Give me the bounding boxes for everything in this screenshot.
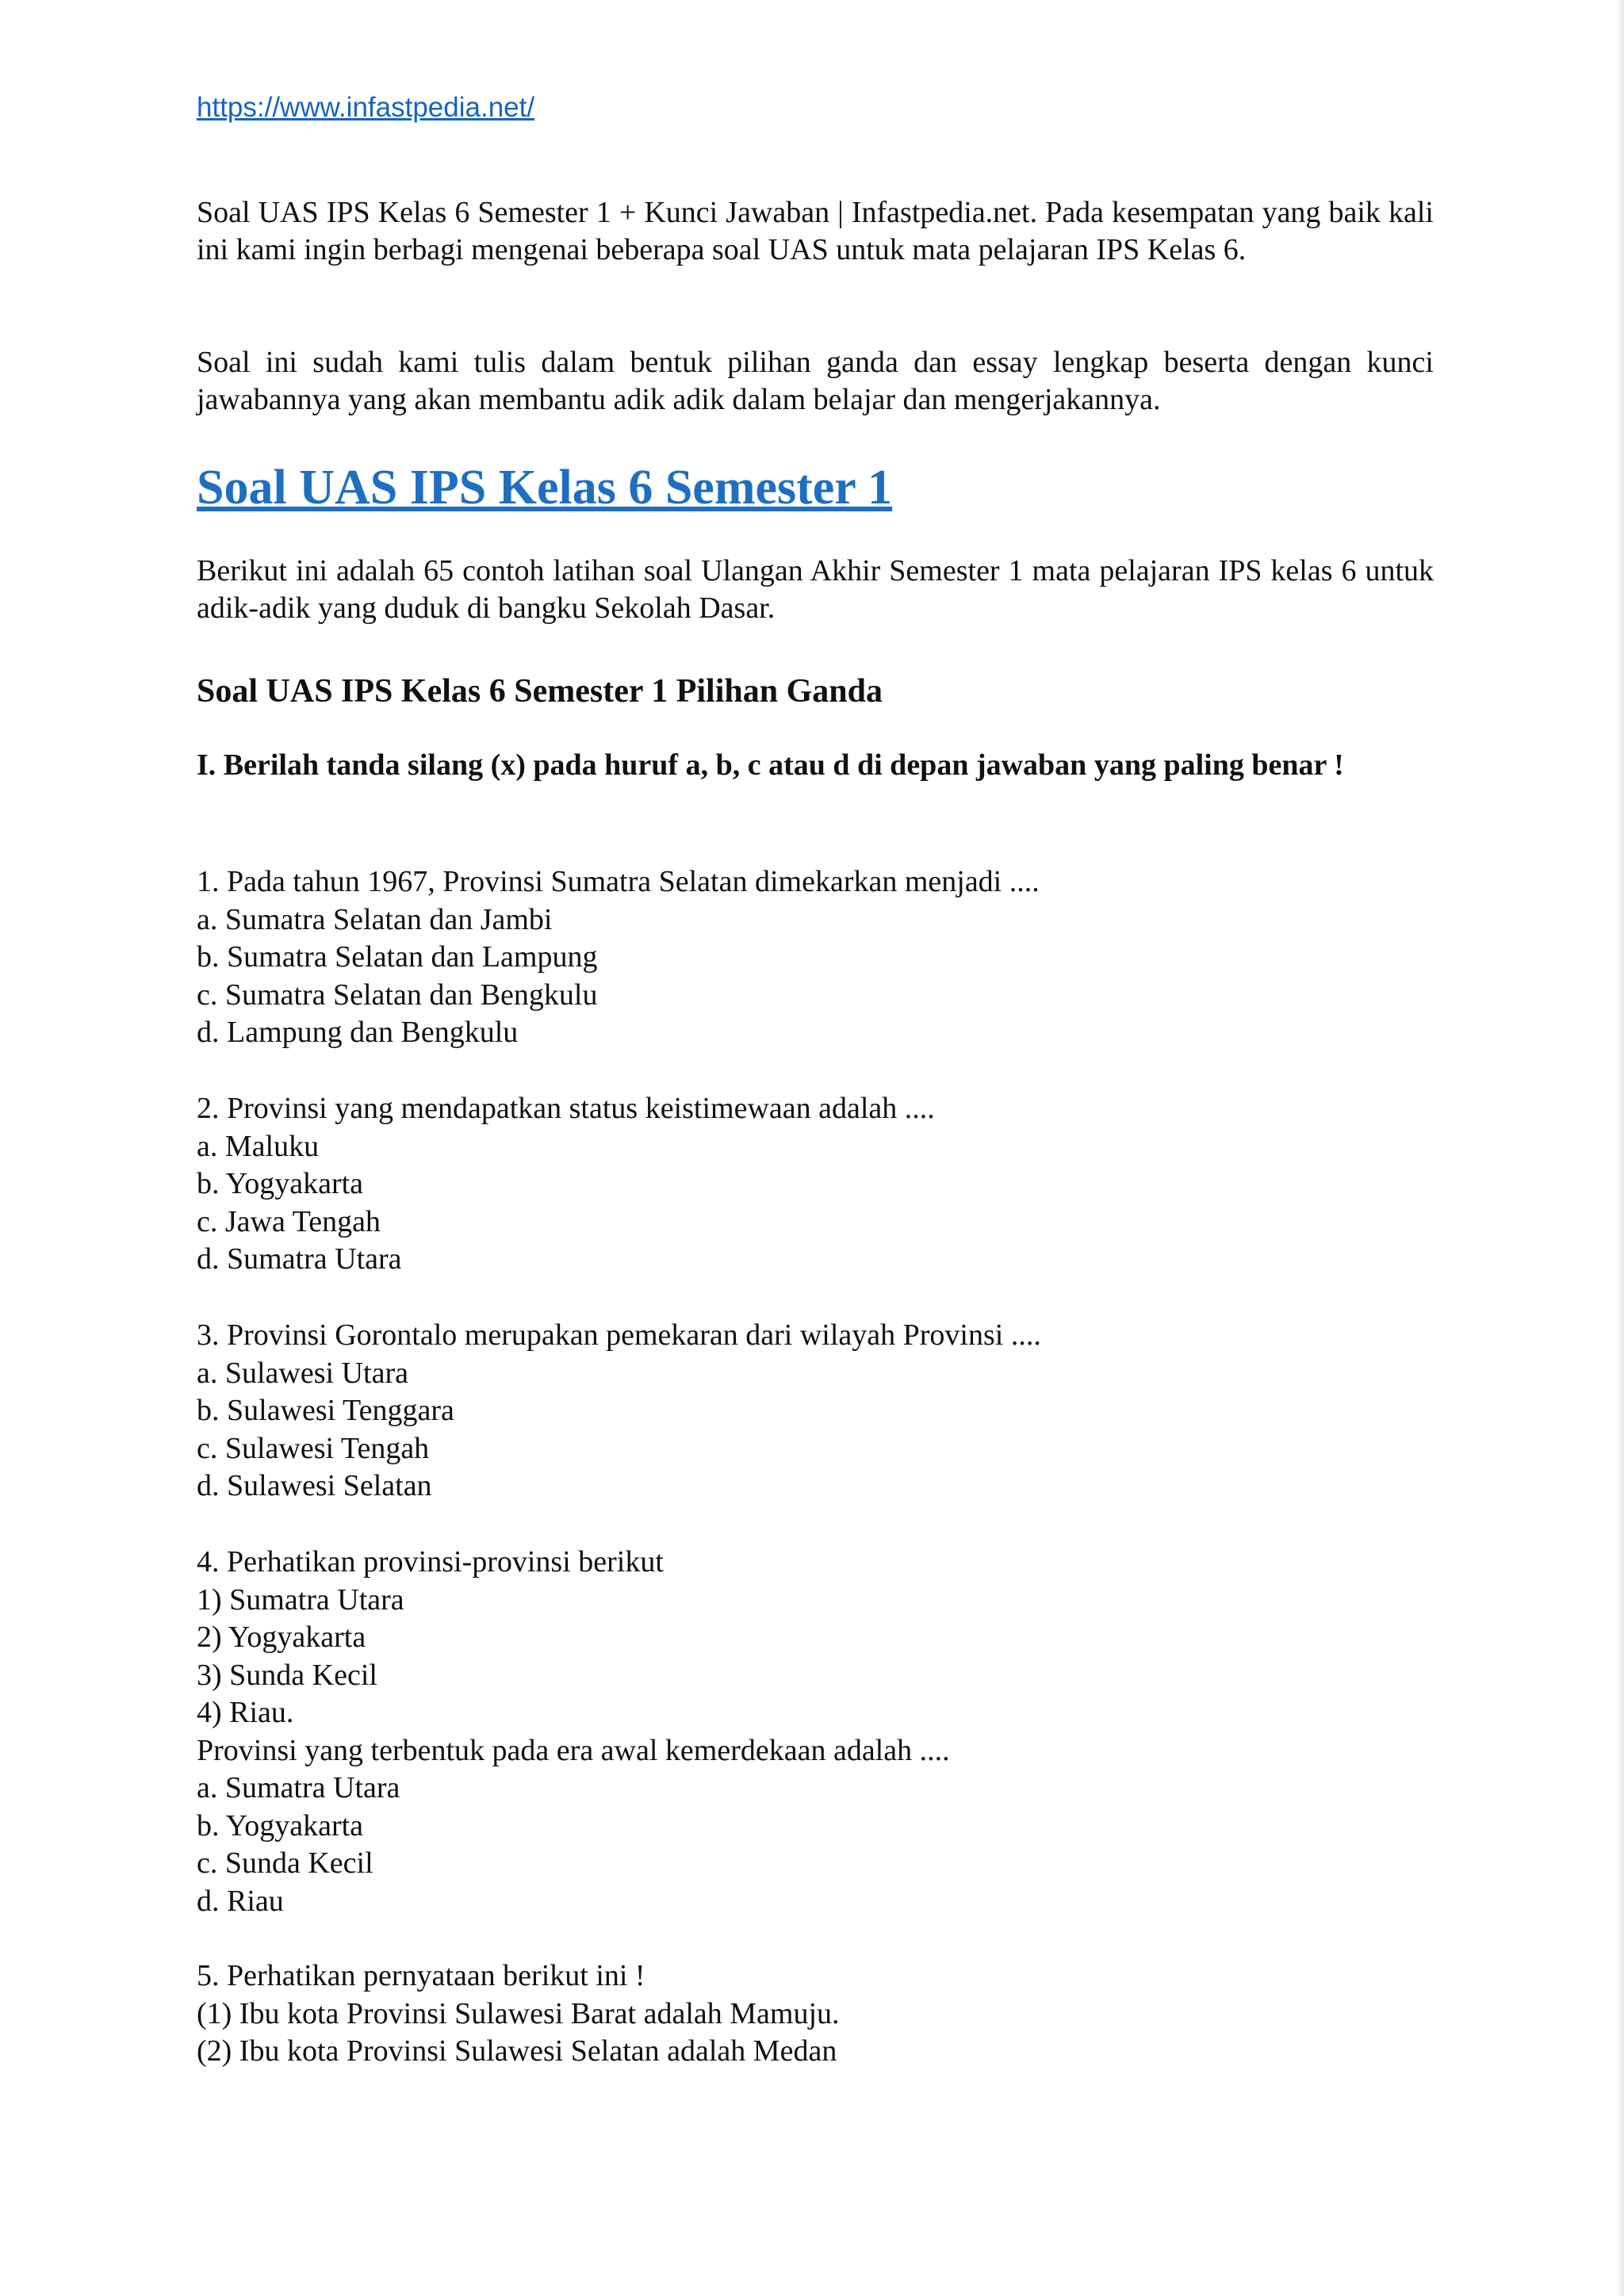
- question-1-option-d: d. Lampung dan Bengkulu: [197, 1016, 519, 1049]
- question-1: [197, 863, 1434, 1052]
- question-3-option-c: c. Sulawesi Tengah: [197, 1431, 430, 1465]
- question-4-item-3: 3) Sunda Kecil: [197, 1658, 377, 1692]
- question-2-option-a: a. Maluku: [197, 1129, 320, 1163]
- question-4: [197, 1544, 1434, 1920]
- question-3: [197, 1317, 1434, 1506]
- page-title: Soal UAS IPS Kelas 6 Semester 1: [197, 461, 893, 515]
- question-4-item-1: 1) Sumatra Utara: [197, 1582, 404, 1617]
- question-1-option-c: c. Sumatra Selatan dan Bengkulu: [197, 978, 598, 1012]
- question-4-item-2: 2) Yogyakarta: [197, 1621, 366, 1654]
- question-1-option-a: a. Sumatra Selatan dan Jambi: [197, 902, 553, 936]
- question-3-option-a: a. Sulawesi Utara: [197, 1356, 408, 1390]
- question-4-option-b: b. Yogyakarta: [197, 1808, 364, 1843]
- question-4-item-4: 4) Riau.: [197, 1696, 294, 1729]
- question-5: [197, 1957, 1434, 2071]
- header-url-link[interactable]: https://www.infastpedia.net/: [197, 92, 535, 123]
- question-4-option-a: a. Sumatra Utara: [197, 1771, 400, 1804]
- question-1-stem: 1. Pada tahun 1967, Provinsi Sumatra Selatan dimekarkan menjadi ....: [197, 865, 1040, 898]
- description-paragraph: Berikut ini adalah 65 contoh latihan soal Ulangan Akhir Semester 1 mata pelajaran IPS kelas 6 untuk adik-adik yang duduk di bangku Sekolah Dasar.: [197, 554, 1434, 625]
- question-5-stem: 5. Perhatikan pernyataan berikut ini !: [197, 1959, 645, 1992]
- instruction-text: I. Berilah tanda silang (x) pada huruf a, b, c atau d di depan jawaban yang paling benar !: [197, 748, 1344, 782]
- question-2-option-d: d. Sumatra Utara: [197, 1242, 402, 1276]
- page-edge-shadow: [1616, 0, 1624, 2296]
- question-4-prompt: Provinsi yang terbentuk pada era awal kemerdekaan adalah ....: [197, 1733, 950, 1767]
- section-subheading: Soal UAS IPS Kelas 6 Semester 1 Pilihan Ganda: [197, 673, 883, 710]
- question-4-option-d: d. Riau: [197, 1884, 284, 1918]
- question-4-stem: 4. Perhatikan provinsi-provinsi berikut: [197, 1545, 664, 1578]
- question-3-stem: 3. Provinsi Gorontalo merupakan pemekaran dari wilayah Provinsi ....: [197, 1318, 1041, 1352]
- question-4-option-c: c. Sunda Kecil: [197, 1846, 373, 1880]
- question-2-option-b: b. Yogyakarta: [197, 1167, 364, 1200]
- question-2: [197, 1090, 1434, 1279]
- question-1-option-b: b. Sumatra Selatan dan Lampung: [197, 940, 598, 974]
- question-5-statement-1: (1) Ibu kota Provinsi Sulawesi Barat adalah Mamuju.: [197, 1996, 840, 2030]
- question-3-option-d: d. Sulawesi Selatan: [197, 1469, 432, 1502]
- question-2-stem: 2. Provinsi yang mendapatkan status keistimewaan adalah ....: [197, 1092, 935, 1125]
- question-5-statement-2: (2) Ibu kota Provinsi Sulawesi Selatan adalah Medan: [197, 2034, 837, 2068]
- question-2-option-c: c. Jawa Tengah: [197, 1204, 381, 1238]
- intro-paragraph-2: Soal ini sudah kami tulis dalam bentuk pilihan ganda dan essay lengkap beserta dengan kunci jawabannya yang akan membantu adik adik dalam belajar dan mengerjakannya.: [197, 346, 1434, 416]
- intro-paragraph-1: Soal UAS IPS Kelas 6 Semester 1 + Kunci Jawaban | Infastpedia.net. Pada kesempatan yang baik kali ini kami ingin berbagi mengenai beberapa soal UAS untuk mata pelajaran IPS Kelas 6.: [197, 196, 1434, 266]
- question-3-option-b: b. Sulawesi Tenggara: [197, 1394, 454, 1427]
